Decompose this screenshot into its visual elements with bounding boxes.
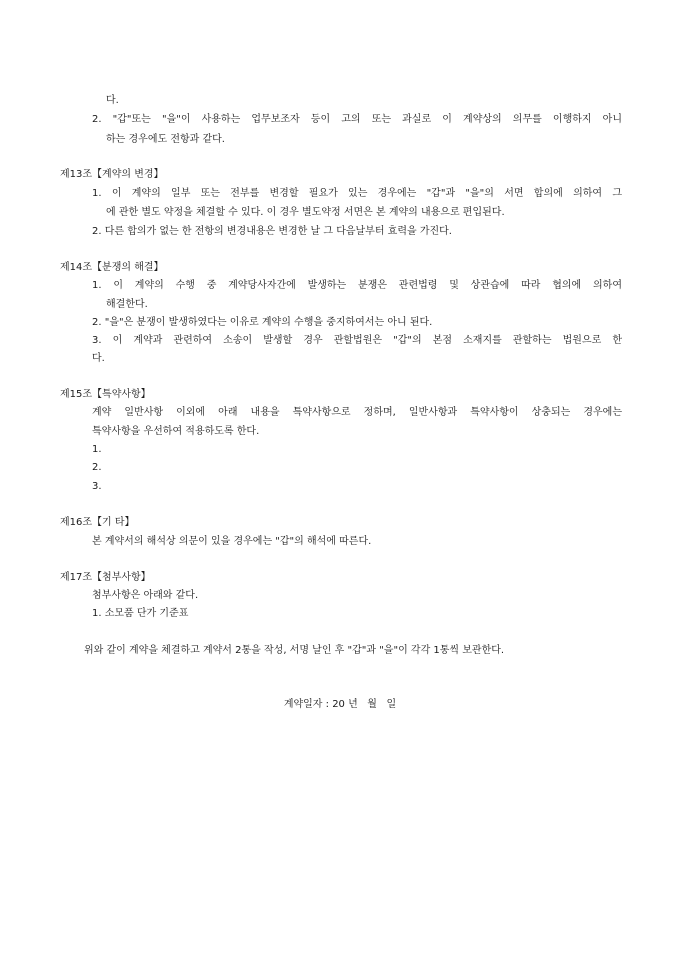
article-14-item3-line1: 3. 이 계약과 관련하여 소송이 발생할 경우 관할법원은 "갑"의 본점 소재지를 관할하는 법원으로 한: [92, 335, 622, 346]
prev-item2-line1: 2. "갑"또는 "을"이 사용하는 업무보조자 등이 고의 또는 과실로 이 계약상의 의무를 이행하지 아니: [92, 114, 622, 125]
article-16-body: 본 계약서의 해석상 의문이 있을 경우에는 "갑"의 해석에 따른다.: [92, 536, 372, 547]
article-13-title: 제13조【계약의 변경】: [60, 169, 164, 180]
article-13-item1-line2: 에 관한 별도 약정을 체결할 수 있다. 이 경우 별도약정 서면은 본 계약의 내용으로 편입된다.: [106, 207, 505, 218]
article-14-title: 제14조【분쟁의 해결】: [60, 262, 164, 273]
article-15-body-line1: 계약 일반사항 이외에 아래 내용을 특약사항으로 정하며, 일반사항과 특약사항이 상충되는 경우에는: [92, 407, 622, 418]
contract-date: 계약일자 : 20 년 월 일: [283, 699, 397, 710]
article-15-body-line2: 특약사항을 우선하여 적용하도록 한다.: [92, 426, 260, 437]
article-17-title: 제17조【첨부사항】: [60, 572, 151, 583]
article-14-item3-line2: 다.: [92, 353, 105, 364]
article-17-body: 첨부사항은 아래와 같다.: [92, 590, 199, 601]
article-13-item2: 2. 다른 합의가 없는 한 전항의 변경내용은 변경한 날 그 다음날부터 효력을 가진다.: [92, 226, 452, 237]
prev-item2-line2: 하는 경우에도 전항과 같다.: [106, 134, 225, 145]
article-16-title: 제16조【기 타】: [60, 517, 135, 528]
article-14-item1-line2: 해결한다.: [106, 299, 148, 310]
article-15-item: 2.: [92, 462, 102, 473]
article-13-item1-line1: 1. 이 계약의 일부 또는 전부를 변경할 필요가 있는 경우에는 "갑"과 "을"의 서면 합의에 의하여 그: [92, 188, 622, 199]
prev-item1-tail: 다.: [106, 95, 119, 106]
closing-statement: 위와 같이 계약을 체결하고 계약서 2통을 작성, 서명 날인 후 "갑"과 "을"이 각각 1통씩 보관한다.: [84, 645, 505, 656]
article-15-item: 3.: [92, 481, 102, 492]
article-14-item1-line1: 1. 이 계약의 수행 중 계약당사자간에 발생하는 분쟁은 관련법령 및 상관습에 따라 협의에 의하여: [92, 280, 622, 291]
article-15-item: 1.: [92, 444, 102, 455]
article-17-item1: 1. 소모품 단가 기준표: [92, 608, 189, 619]
article-15-title: 제15조【특약사항】: [60, 389, 151, 400]
article-14-item2: 2. "을"은 분쟁이 발생하였다는 이유로 계약의 수행을 중지하여서는 아니 된다.: [92, 317, 433, 328]
